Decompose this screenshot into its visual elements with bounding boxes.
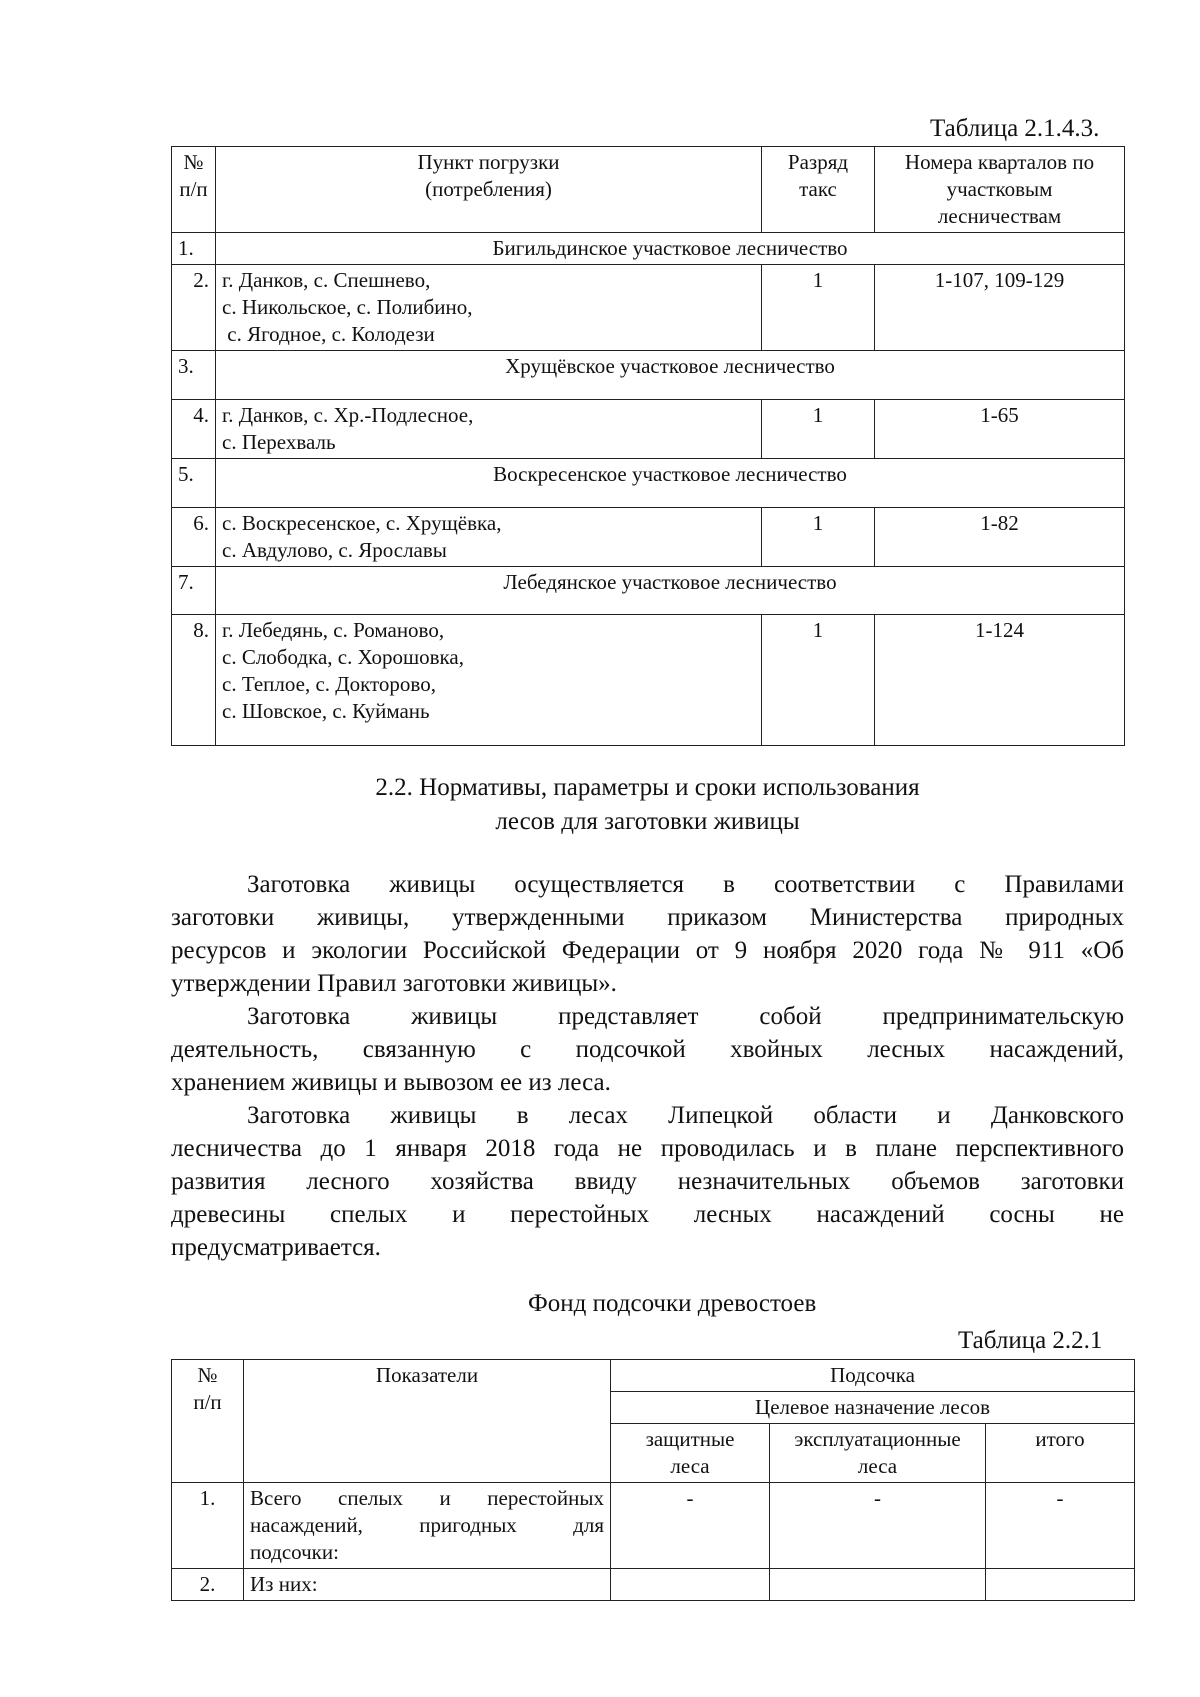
tapping-fund-table (171, 1359, 1135, 1601)
forestry-section: Бигильдинское участковое лесничество (216, 233, 1125, 265)
operational-cell (770, 1569, 986, 1601)
table-row (172, 508, 1125, 567)
tax-rank-cell: 1 (762, 265, 875, 351)
header-tax-rank: Разряд такс (762, 147, 875, 233)
protective-cell (611, 1569, 770, 1601)
table2-caption: Таблица 2.2.1 (958, 1327, 1103, 1354)
header-num: № п/п (172, 1360, 244, 1483)
row-num: 8. (172, 615, 216, 746)
row-num: 2. (172, 265, 216, 351)
header-protective: защитные леса (611, 1424, 770, 1483)
row-num: 4. (172, 400, 216, 459)
section-heading (171, 771, 1124, 839)
total-cell (986, 1569, 1135, 1601)
loading-point-cell: с. Воскресенское, с. Хрущёвка, с. Авдулово, с. Ярославы (216, 508, 762, 567)
table-row (172, 1483, 1135, 1569)
table2-title: Фонд подсочки древостоев (528, 1290, 817, 1317)
forestry-section: Хрущёвское участковое лесничество (216, 351, 1125, 400)
table-row (172, 615, 1125, 746)
header-quarter-numbers: Номера кварталов по участковым лесничествам (875, 147, 1125, 233)
quarters-cell: 1-124 (875, 615, 1125, 746)
tax-rank-cell: 1 (762, 508, 875, 567)
loading-point-cell: г. Данков, с. Спешнево, с. Никольское, с. Полибино, с. Ягодное, с. Колодези (216, 265, 762, 351)
table-row (172, 459, 1125, 508)
paragraph: Заготовка живицы осуществляется в соответствии с Правилами заготовки живицы, утвержденными приказом Министерства природных ресурсов и экологии Российской Федерации от 9 ноября 2020 года № 911 «Об утверждении Правил заготовки живицы». (171, 871, 1124, 997)
table-row (172, 351, 1125, 400)
forestry-section: Лебедянское участковое лесничество (216, 567, 1125, 615)
row-num: 1. (172, 233, 216, 265)
loading-points-table (171, 146, 1125, 746)
table-row (172, 233, 1125, 265)
table-row (172, 567, 1125, 615)
header-purpose: Целевое назначение лесов (611, 1392, 1135, 1424)
quarters-cell: 1-107, 109-129 (875, 265, 1125, 351)
header-tapping: Подсочка (611, 1360, 1135, 1392)
indicator-cell: Всего спелых и перестойных насаждений, пригодных для подсочки: (244, 1483, 611, 1569)
row-num: 5. (172, 459, 216, 508)
body-text (171, 868, 1124, 1264)
loading-point-cell: г. Данков, с. Хр.-Подлесное, с. Перехваль (216, 400, 762, 459)
header-indicators: Показатели (244, 1360, 611, 1483)
table-header-row (172, 147, 1125, 233)
section-heading-line: 2.2. Нормативы, параметры и сроки использования (375, 774, 920, 801)
row-num: 2. (172, 1569, 244, 1601)
paragraph: Заготовка живицы в лесах Липецкой области и Данковского лесничества до 1 января 2018 года не проводилась и в плане перспективного развития лесного хозяйства ввиду незначительных объемов заготовки древесины спелых и перестойных лесных насаждений сосны не предусматривается. (171, 1102, 1124, 1261)
table1-caption: Таблица 2.1.4.3. (930, 115, 1100, 142)
tax-rank-cell: 1 (762, 615, 875, 746)
row-num: 1. (172, 1483, 244, 1569)
paragraph: Заготовка живицы представляет собой предпринимательскую деятельность, связанную с подсочкой хвойных лесных насаждений, хранением живицы и вывозом ее из леса. (171, 1003, 1124, 1096)
forestry-section: Воскресенское участковое лесничество (216, 459, 1125, 508)
total-cell: - (986, 1483, 1135, 1569)
row-num: 7. (172, 567, 216, 615)
tax-rank-cell: 1 (762, 400, 875, 459)
header-loading-point: Пункт погрузки (потребления) (216, 147, 762, 233)
protective-cell: - (611, 1483, 770, 1569)
table-row (172, 265, 1125, 351)
header-total: итого (986, 1424, 1135, 1483)
header-num: № п/п (172, 147, 216, 233)
row-num: 6. (172, 508, 216, 567)
indicator-cell: Из них: (244, 1569, 611, 1601)
operational-cell: - (770, 1483, 986, 1569)
loading-point-cell: г. Лебедянь, с. Романово, с. Слободка, с. Хорошовка, с. Теплое, с. Докторово, с. Шовское, с. Куймань (216, 615, 762, 746)
table-row (172, 1569, 1135, 1601)
table-header-row (172, 1360, 1135, 1392)
section-heading-line: лесов для заготовки живицы (495, 808, 800, 835)
header-operational: эксплуатационные леса (770, 1424, 986, 1483)
table-row (172, 400, 1125, 459)
quarters-cell: 1-65 (875, 400, 1125, 459)
row-num: 3. (172, 351, 216, 400)
quarters-cell: 1-82 (875, 508, 1125, 567)
